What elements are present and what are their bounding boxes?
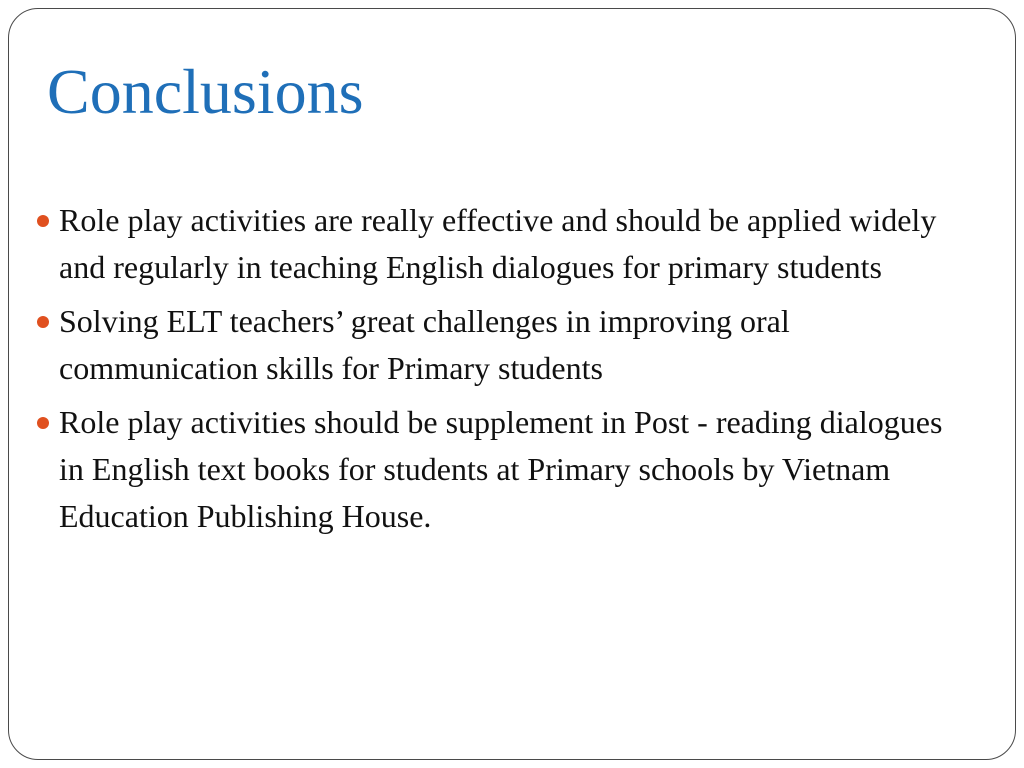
bullet-list <box>37 197 967 547</box>
bullet-item <box>37 399 967 540</box>
bullet-dot-icon <box>37 417 49 429</box>
bullet-dot-icon <box>37 316 49 328</box>
bullet-text: Role play activities are really effective and should be applied widely and regularly in teaching English dialogues for primary students <box>59 202 937 285</box>
slide-title: Conclusions <box>47 56 364 127</box>
bullet-item <box>37 197 967 291</box>
bullet-text: Role play activities should be supplement in Post - reading dialogues in English text books for students at Primary schools by Vietnam Education Publishing House. <box>59 404 943 534</box>
bullet-dot-icon <box>37 215 49 227</box>
bullet-item <box>37 298 967 392</box>
bullet-text: Solving ELT teachers’ great challenges in improving oral communication skills for Primary students <box>59 303 790 386</box>
slide <box>8 8 1016 760</box>
